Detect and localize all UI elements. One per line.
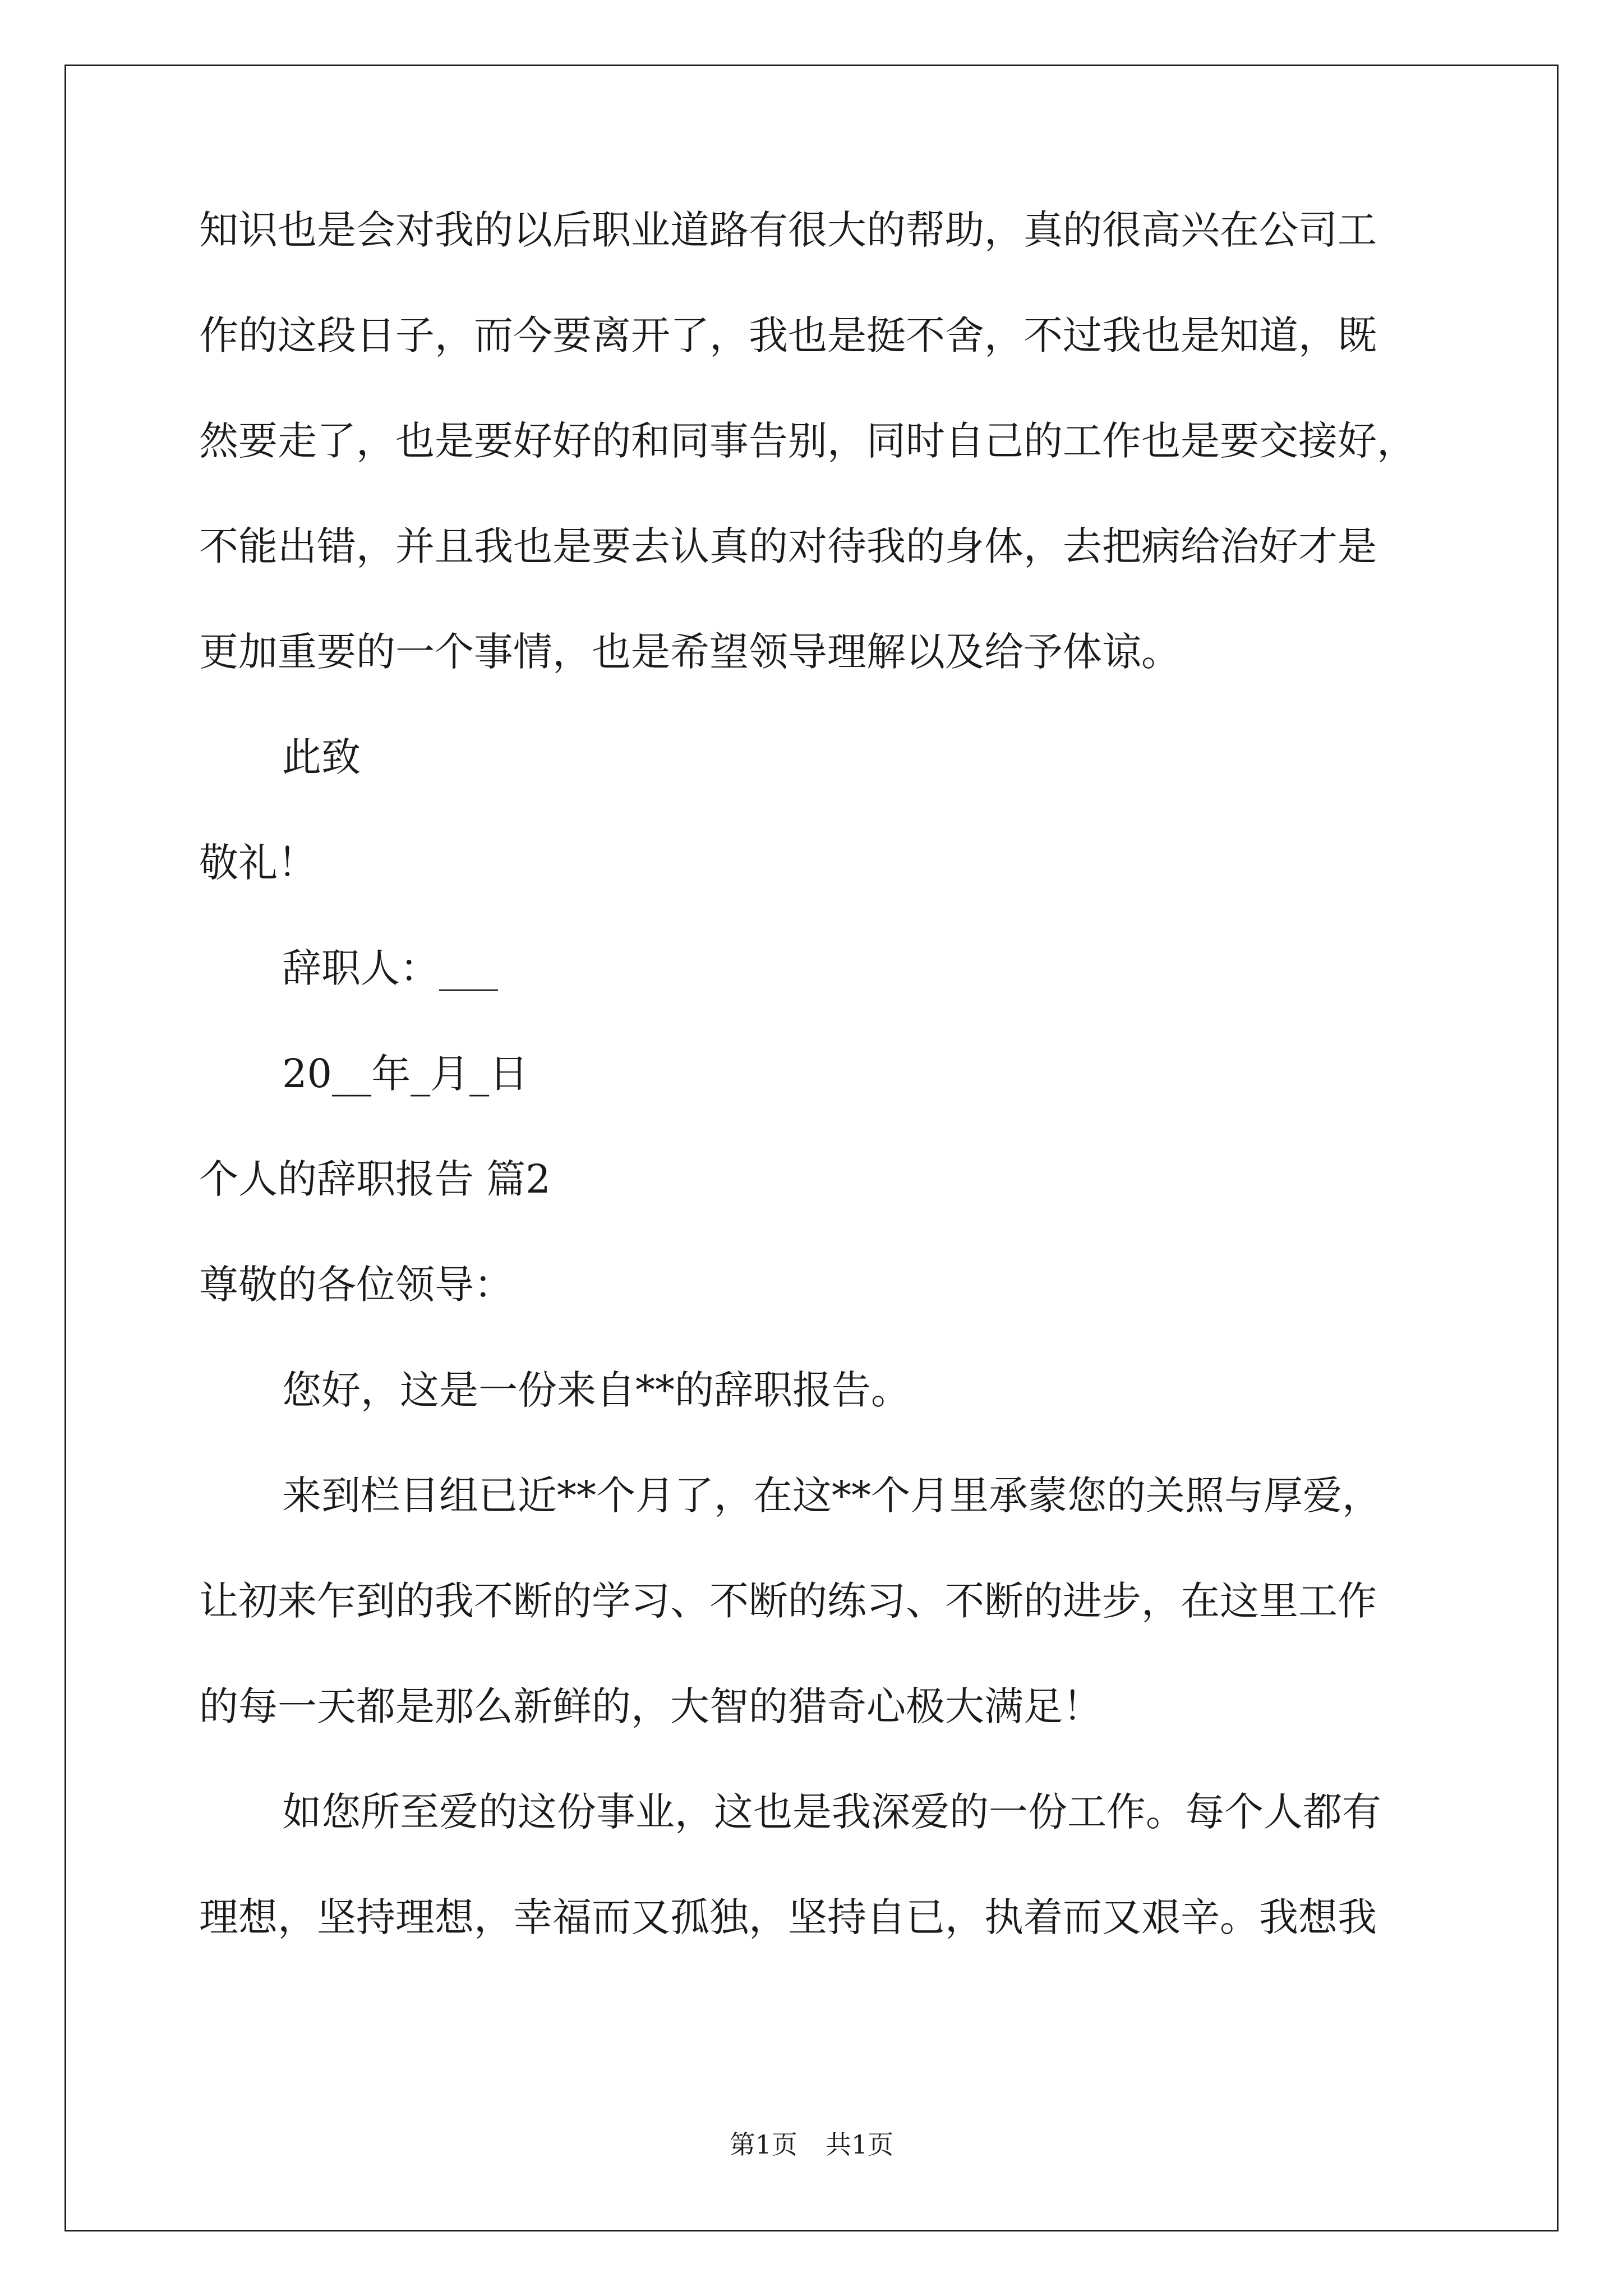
paragraph-line: 如您所至爱的这份事业，这也是我深爱的一份工作。每个人都有: [282, 1789, 1381, 1835]
section-heading: 个人的辞职报告 篇2: [199, 1156, 551, 1202]
page-number: 第1页: [729, 2129, 797, 2160]
document-body: [199, 207, 1461, 2003]
page-total: 共1页: [826, 2129, 894, 2160]
closing-salutation: 此致: [282, 734, 361, 780]
paragraph-line: 来到栏目组已近**个月了，在这**个月里承蒙您的关照与厚爱，: [282, 1473, 1381, 1519]
paragraph-line: 的每一天都是那么新鲜的，大智的猎奇心极大满足！: [199, 1683, 1102, 1729]
paragraph-line: 然要走了，也是要好好的和同事告别，同时自己的工作也是要交接好，: [199, 418, 1416, 464]
paragraph-line: 让初来乍到的我不断的学习、不断的练习、不断的进步，在这里工作: [199, 1578, 1377, 1624]
paragraph-line: 作的这段日子，而今要离开了，我也是挺不舍，不过我也是知道，既: [199, 312, 1377, 358]
page-footer: [0, 2129, 1623, 2160]
paragraph-line: 理想，坚持理想，幸福而又孤独，坚持自已，执着而又艰辛。我想我: [199, 1894, 1377, 1940]
date-line: 20__年_月_日: [282, 1051, 529, 1097]
paragraph-line: 您好，这是一份来自**的辞职报告。: [282, 1367, 910, 1413]
paragraph-line: 更加重要的一个事情，也是希望领导理解以及给予体谅。: [199, 629, 1181, 675]
signature-line: 辞职人：___: [282, 945, 498, 991]
closing-regards: 敬礼！: [199, 840, 317, 886]
paragraph-line: 不能出错，并且我也是要去认真的对待我的身体，去把病给治好才是: [199, 523, 1377, 569]
paragraph-line: 知识也是会对我的以后职业道路有很大的帮助，真的很高兴在公司工: [199, 207, 1377, 253]
greeting-line: 尊敬的各位领导：: [199, 1262, 513, 1308]
